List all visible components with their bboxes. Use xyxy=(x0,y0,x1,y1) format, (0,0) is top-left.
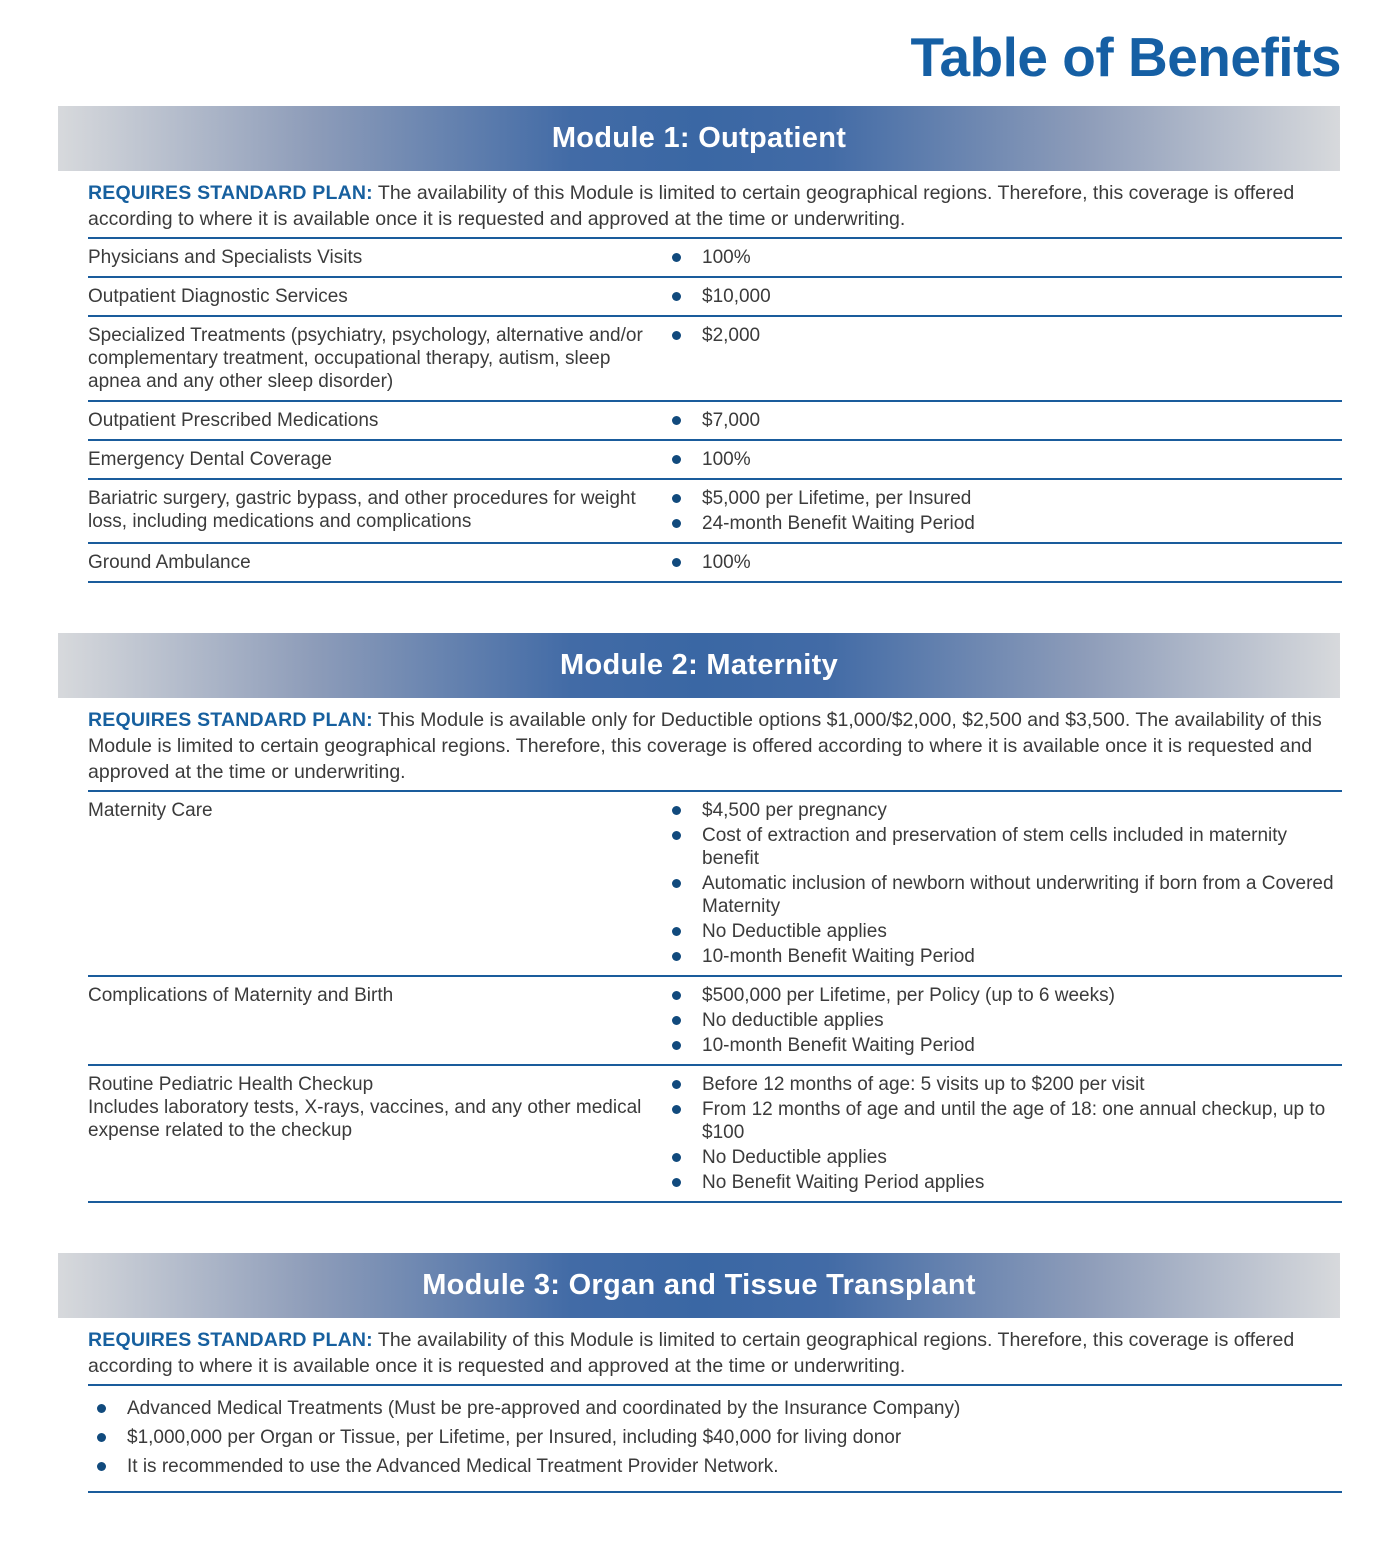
bullet-icon xyxy=(672,952,681,961)
module-title: Module 1: Outpatient xyxy=(551,122,847,155)
bullet-icon xyxy=(672,494,681,503)
benefit-line: Emergency Dental Coverage xyxy=(88,449,332,471)
bullet-item-text: $1,000,000 per Organ or Tissue, per Lifetime, per Insured, including $40,000 for living donor xyxy=(127,1427,902,1449)
bullet-icon xyxy=(672,519,681,528)
benefit-values xyxy=(672,487,1342,535)
benefit-values xyxy=(672,551,1342,574)
table-row xyxy=(88,239,1342,278)
note-label: REQUIRES STANDARD PLAN: xyxy=(88,1329,373,1352)
bullet-icon xyxy=(97,1433,106,1442)
benefit-value xyxy=(672,324,1342,347)
benefit-value-text: No Deductible applies xyxy=(702,1147,887,1169)
benefit-value-text: Automatic inclusion of newborn without underwriting if born from a Covered Maternity xyxy=(702,873,1334,918)
benefit-line: Complications of Maternity and Birth xyxy=(88,985,394,1007)
benefit-line: Outpatient Diagnostic Services xyxy=(88,286,348,308)
benefit-value xyxy=(672,824,1342,870)
benefit-value-text: Before 12 months of age: 5 visits up to $200 per visit xyxy=(702,1074,1145,1096)
table-row xyxy=(88,402,1342,441)
note-label: REQUIRES STANDARD PLAN: xyxy=(88,182,373,205)
benefit-name xyxy=(88,984,672,1057)
table-row xyxy=(88,278,1342,317)
module-section-1 xyxy=(0,106,1400,583)
benefit-table xyxy=(88,239,1342,583)
benefit-line: Physicians and Specialists Visits xyxy=(88,247,363,269)
benefit-value-text: $7,000 xyxy=(702,410,761,432)
module-header xyxy=(58,106,1340,171)
benefit-value xyxy=(672,1009,1342,1032)
benefit-value-text: $500,000 per Lifetime, per Policy (up to 6 weeks) xyxy=(702,985,1115,1007)
bullet-icon xyxy=(672,991,681,1000)
bullet-icon xyxy=(672,1178,681,1187)
bullet-icon xyxy=(672,558,681,567)
bullet-icon xyxy=(672,1153,681,1162)
bullet-icon xyxy=(672,331,681,340)
benefit-name xyxy=(88,246,672,269)
module-header xyxy=(58,1253,1340,1318)
benefit-value-text: 100% xyxy=(702,552,751,574)
bullet-icon xyxy=(672,253,681,262)
module-bullet-list xyxy=(88,1386,1342,1493)
benefit-name xyxy=(88,799,672,968)
module-section-3 xyxy=(0,1253,1400,1493)
bullet-item xyxy=(88,1424,1342,1451)
benefit-value-text: 10-month Benefit Waiting Period xyxy=(702,946,975,968)
benefit-values xyxy=(672,246,1342,269)
document-body xyxy=(0,106,1400,1493)
benefit-name xyxy=(88,487,672,535)
benefit-line: Includes laboratory tests, X-rays, vaccines, and any other medical expense related to the checkup xyxy=(88,1097,642,1142)
bullet-icon xyxy=(672,831,681,840)
note-text: The availability of this Module is limited to certain geographical regions. Therefore, this coverage is offered according to where it is available once it is requested and approved at the time or underwriting. xyxy=(88,1329,1295,1378)
benefit-value-text: $5,000 per Lifetime, per Insured xyxy=(702,488,972,510)
table-row xyxy=(88,544,1342,583)
benefit-line: Ground Ambulance xyxy=(88,552,251,574)
bullet-item-text: Advanced Medical Treatments (Must be pre-approved and coordinated by the Insurance Company) xyxy=(127,1398,961,1420)
benefit-value-text: $4,500 per pregnancy xyxy=(702,800,887,822)
bullet-icon xyxy=(672,1041,681,1050)
benefit-value xyxy=(672,920,1342,943)
benefit-values xyxy=(672,448,1342,471)
benefit-values xyxy=(672,409,1342,432)
benefit-value-text: Cost of extraction and preservation of stem cells included in maternity benefit xyxy=(702,825,1288,870)
bullet-icon xyxy=(97,1404,106,1413)
benefit-values xyxy=(672,799,1342,968)
note-text: This Module is available only for Deductible options $1,000/$2,000, $2,500 and $3,500. The availability of this Module is limited to certain geographical regions. Therefore, this coverage is offered according to where it is available once it is requested and approved at the time or underwriting. xyxy=(88,709,1322,784)
table-row xyxy=(88,441,1342,480)
table-row xyxy=(88,480,1342,544)
bullet-icon xyxy=(672,806,681,815)
table-row xyxy=(88,317,1342,402)
benefit-line: Bariatric surgery, gastric bypass, and other procedures for weight loss, including medications and complications xyxy=(88,488,636,533)
benefit-values xyxy=(672,285,1342,308)
benefit-values xyxy=(672,984,1342,1057)
benefit-value-text: 100% xyxy=(702,449,751,471)
benefit-value-text: No deductible applies xyxy=(702,1010,884,1032)
benefit-value-text: 24-month Benefit Waiting Period xyxy=(702,513,975,535)
benefit-value xyxy=(672,487,1342,510)
bullet-icon xyxy=(672,292,681,301)
module-section-2 xyxy=(0,633,1400,1203)
bullet-icon xyxy=(672,927,681,936)
module-title: Module 3: Organ and Tissue Transplant xyxy=(422,1269,976,1302)
benefit-line: Specialized Treatments (psychiatry, psychology, alternative and/or complementary treatment, occupational therapy, autism, sleep apnea and any other sleep disorder) xyxy=(88,325,643,393)
bullet-icon xyxy=(97,1462,106,1471)
benefit-value xyxy=(672,551,1342,574)
bullet-icon xyxy=(672,416,681,425)
benefit-value xyxy=(672,984,1342,1007)
benefit-name xyxy=(88,285,672,308)
benefit-line: Maternity Care xyxy=(88,800,213,822)
table-row xyxy=(88,1066,1342,1203)
requires-note xyxy=(88,1318,1342,1386)
benefit-value xyxy=(672,1034,1342,1057)
benefit-name xyxy=(88,551,672,574)
benefit-name xyxy=(88,448,672,471)
benefit-value xyxy=(672,448,1342,471)
module-title: Module 2: Maternity xyxy=(560,649,838,682)
benefit-value xyxy=(672,1146,1342,1169)
note-label: REQUIRES STANDARD PLAN: xyxy=(88,709,373,732)
benefit-value-text: No Benefit Waiting Period applies xyxy=(702,1172,985,1194)
bullet-item-text: It is recommended to use the Advanced Medical Treatment Provider Network. xyxy=(127,1456,779,1478)
benefit-value xyxy=(672,872,1342,918)
requires-note xyxy=(88,171,1342,239)
benefit-table xyxy=(88,792,1342,1203)
bullet-icon xyxy=(672,879,681,888)
benefit-line: Outpatient Prescribed Medications xyxy=(88,410,379,432)
table-row xyxy=(88,977,1342,1066)
benefit-value xyxy=(672,1098,1342,1144)
bullet-item xyxy=(88,1395,1342,1422)
benefit-values xyxy=(672,324,1342,393)
table-row xyxy=(88,792,1342,977)
bullet-icon xyxy=(672,1080,681,1089)
benefit-name xyxy=(88,409,672,432)
bullet-icon xyxy=(672,1105,681,1114)
benefit-value xyxy=(672,285,1342,308)
benefit-value-text: No Deductible applies xyxy=(702,921,887,943)
benefit-value xyxy=(672,945,1342,968)
benefit-name xyxy=(88,1073,672,1194)
benefit-value xyxy=(672,1171,1342,1194)
benefit-value xyxy=(672,512,1342,535)
benefit-line: Routine Pediatric Health Checkup xyxy=(88,1074,374,1096)
bullet-icon xyxy=(672,1016,681,1025)
benefit-value-text: $2,000 xyxy=(702,325,761,347)
bullet-icon xyxy=(672,455,681,464)
benefit-value xyxy=(672,246,1342,269)
benefit-values xyxy=(672,1073,1342,1194)
benefit-value-text: 10-month Benefit Waiting Period xyxy=(702,1035,975,1057)
bullet-item xyxy=(88,1453,1342,1480)
benefit-value xyxy=(672,409,1342,432)
benefit-value-text: From 12 months of age and until the age of 18: one annual checkup, up to $100 xyxy=(702,1099,1326,1144)
benefit-name xyxy=(88,324,672,393)
benefit-value xyxy=(672,1073,1342,1096)
benefit-value-text: 100% xyxy=(702,247,751,269)
note-text: The availability of this Module is limited to certain geographical regions. Therefore, this coverage is offered according to where it is available once it is requested and approved at the time or underwriting. xyxy=(88,182,1295,231)
benefit-value-text: $10,000 xyxy=(702,286,771,308)
module-header xyxy=(58,633,1340,698)
benefit-value xyxy=(672,799,1342,822)
page-title: Table of Benefits xyxy=(910,26,1341,88)
requires-note xyxy=(88,698,1342,792)
